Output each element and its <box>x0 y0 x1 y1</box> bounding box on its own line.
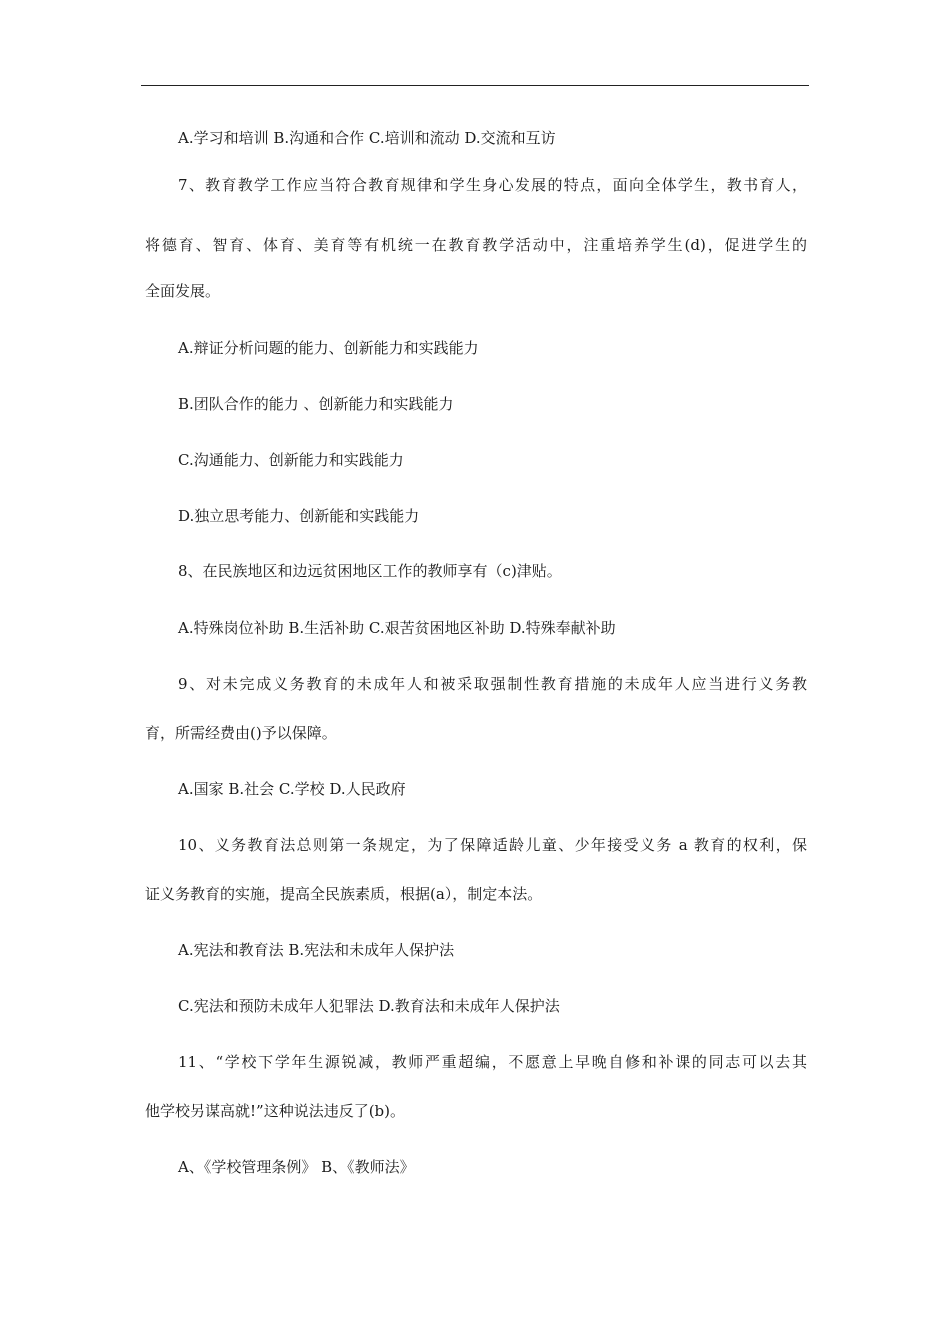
q7-option-a: A.辩证分析问题的能力、创新能力和实践能力 <box>178 339 479 357</box>
q10-text-line-1: 10、义务教育法总则第一条规定，为了保障适龄儿童、少年接受义务 a 教育的权利，保 <box>178 836 807 854</box>
q11-text-line-1: 11、“学校下学年生源锐减，教师严重超编，不愿意上早晚自修和补课的同志可以去其 <box>178 1053 807 1071</box>
q11-text-line-2: 他学校另谋高就!”这种说法违反了(b)。 <box>145 1102 406 1120</box>
q7-option-d: D.独立思考能力、创新能和实践能力 <box>178 507 420 525</box>
q10-text-line-2: 证义务教育的实施，提高全民族素质，根据(a），制定本法。 <box>145 885 543 903</box>
q7-text-line-1: 7、教育教学工作应当符合教育规律和学生身心发展的特点，面向全体学生，教书育人， <box>178 176 807 194</box>
q10-options-line-2: C.宪法和预防未成年人犯罪法 D.教育法和未成年人保护法 <box>178 997 560 1015</box>
q8-options: A.特殊岗位补助 B.生活补助 C.艰苦贫困地区补助 D.特殊奉献补助 <box>178 619 616 637</box>
q7-text-line-3: 全面发展。 <box>145 282 221 300</box>
q7-text-line-2: 将德育、智育、体育、美育等有机统一在教育教学活动中，注重培养学生(d)，促进学生的 <box>145 236 807 254</box>
q7-option-c: C.沟通能力、创新能力和实践能力 <box>178 451 404 469</box>
q9-options: A.国家 B.社会 C.学校 D.人民政府 <box>178 780 406 798</box>
q9-text-line-2: 育，所需经费由()予以保障。 <box>145 724 337 742</box>
header-rule <box>141 85 809 86</box>
q11-options: A、《学校管理条例》 B、《教师法》 <box>178 1158 415 1176</box>
q8-text: 8、在民族地区和边远贫困地区工作的教师享有（c)津贴。 <box>178 562 562 580</box>
q7-option-b: B.团队合作的能力 、创新能力和实践能力 <box>178 395 454 413</box>
q9-text-line-1: 9、对未完成义务教育的未成年人和被采取强制性教育措施的未成年人应当进行义务教 <box>178 675 807 693</box>
q6-options: A.学习和培训 B.沟通和合作 C.培训和流动 D.交流和互访 <box>178 129 556 147</box>
q10-options-line-1: A.宪法和教育法 B.宪法和未成年人保护法 <box>178 941 455 959</box>
